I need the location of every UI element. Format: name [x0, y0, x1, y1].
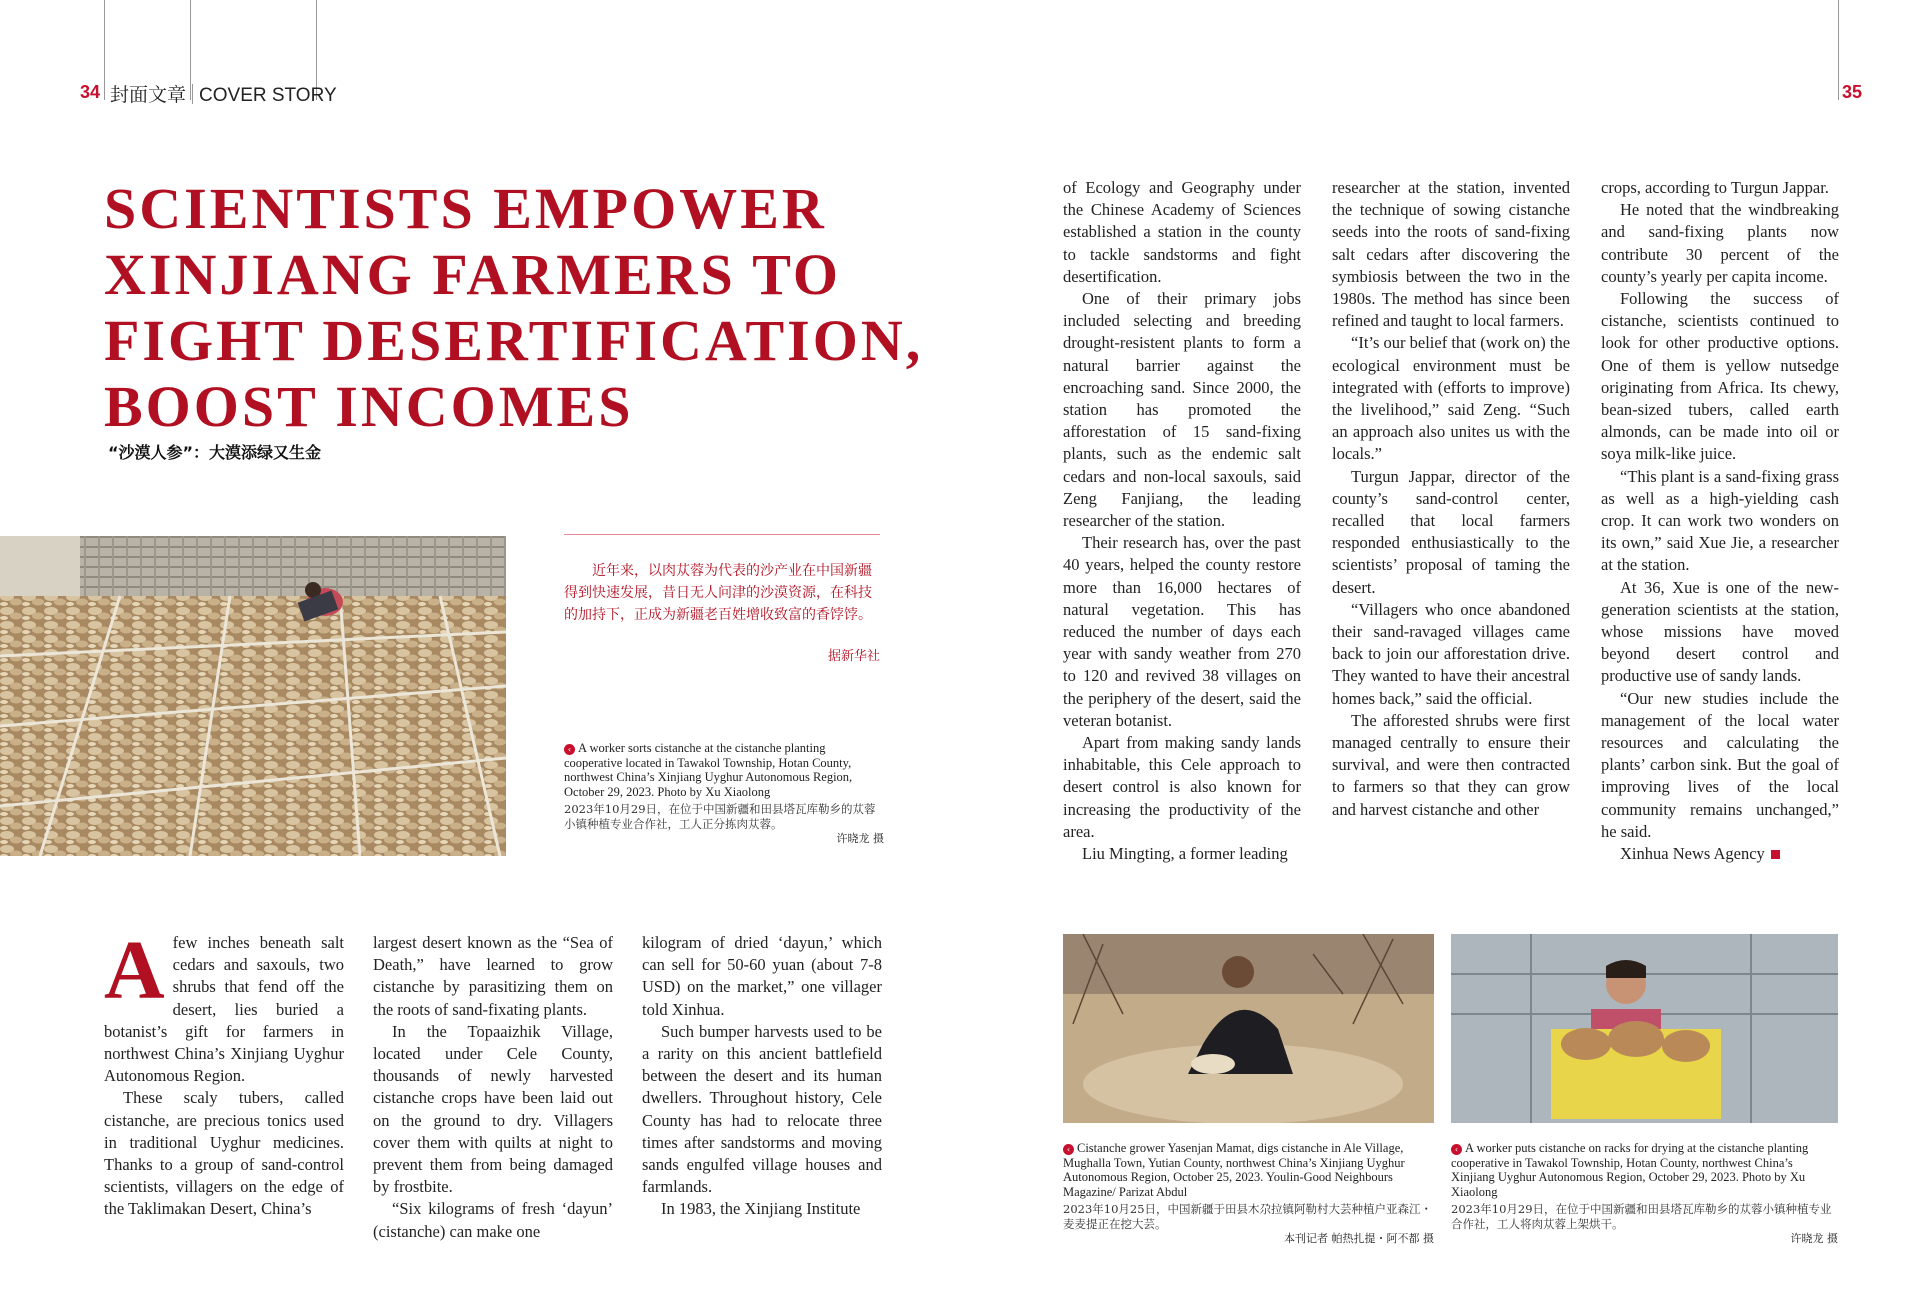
grower-digging-illustration	[1063, 934, 1434, 1123]
caption-arrow-icon: ‹	[1063, 1144, 1074, 1155]
paragraph: crops, according to Turgun Jappar.	[1601, 178, 1829, 197]
chinese-lead-source: 据新华社	[827, 649, 880, 664]
paragraph: “Villagers who once abandoned their sand-ravaged villages came back to join our afforestation drive. They wanted to have their ancestral homes back,” said the official.	[1332, 599, 1570, 708]
cistanche-sorting-photo	[0, 536, 506, 856]
left-page-number: 34	[80, 82, 101, 102]
caption-arrow-icon: ‹	[564, 744, 575, 755]
section-label	[110, 80, 337, 107]
right-margin-rule	[1838, 0, 1839, 100]
paragraph: “Our new studies include the management of the local water resources and calculating the plants’ carbon sink. But the goal of improving lives of the local community remains unchanged,” he said.	[1601, 688, 1839, 841]
grower-digging-photo	[1063, 934, 1434, 1123]
paragraph: Such bumper harvests used to be a rarity on this ancient battlefield between the desert and its human dwellers. Throughout history, Cele County has had to relocate three times after sandstorms and moving sands engulfed village houses and farmlands.	[642, 1021, 882, 1197]
headline-line-3: FIGHT DESERTIFICATION,	[104, 308, 924, 373]
photo2-caption-cn: 2023年10月25日，中国新疆于田县木尕拉镇阿勒村大芸种植户亚森江・麦麦提正在挖大芸。	[1063, 1202, 1433, 1231]
paragraph: researcher at the station, invented the technique of sowing cistanche seeds into the roots of sand-fixing salt cedars after discovering the symbiosis between the two in the 1980s. The method has since been refined and taught to local farmers.	[1332, 178, 1570, 331]
section-separator	[192, 84, 193, 104]
chinese-lead: 近年来，以肉苁蓉为代表的沙产业在中国新疆得到快速发展，昔日无人问津的沙漠资源，在科技的加持下，正成为新疆老百姓增收致富的香饽饽。	[564, 563, 872, 623]
paragraph: Apart from making sandy lands inhabitable, this Cele approach to desert control is also known for increasing the productivity of the area.	[1063, 733, 1301, 841]
drop-cap: A	[104, 924, 165, 1017]
photo1-credit: 许晓龙 摄	[836, 832, 884, 845]
paragraph: In the Topaaizhik Village, located under Cele County, thousands of newly harvested cistanche crops have been laid out on the ground to dry. Villagers cover them with quilts at night to prevent them from being damaged by frostbite.	[373, 1021, 613, 1197]
photo2-credit: 本刊记者 帕热扎提・阿不都 摄	[1284, 1232, 1434, 1245]
paragraph: “It’s our belief that (work on) the ecological environment must be integrated with (efforts to improve) the livelihood,” said Zeng. “Such an approach also unites us with the locals.”	[1332, 333, 1571, 464]
section-label-cn: 封面文章	[110, 84, 187, 106]
paragraph: One of their primary jobs included selecting and breeding drought-resistent plants to form a natural barrier against the encroaching sand. Since 2000, the station has promoted the afforestation of 15 sand-fixing plants, such as the endemic salt cedars and non-local saxouls, said Zeng Fanjiang, the leading researcher of the station.	[1063, 289, 1301, 531]
drying-racks-photo	[1451, 934, 1838, 1123]
photo3-caption-en: A worker puts cistanche on racks for drying at the cistanche planting cooperative in Tawakol Township, Hotan County, northwest China’s Xinjiang Uyghur Autonomous Region, October 29, 2023. Photo by Xu Xiaolong	[1451, 1141, 1809, 1199]
signoff-paragraph	[1601, 843, 1839, 865]
paragraph: Their research has, over the past 40 years, helped the county restore more than 16,000 hectares of natural vegetation. This has reduced the number of days each year with sandy weather from 270 to 120 and revived 38 villages on the periphery of the desert, said the veteran botanist.	[1063, 533, 1301, 730]
photo3-credit: 许晓龙 摄	[1790, 1232, 1838, 1245]
paragraph: few inches beneath salt cedars and saxouls, two shrubs that fend off the desert, lies buried a botanist’s gift for farmers in northwest China’s Xinjiang Uyghur Autonomous Region.	[104, 933, 344, 1086]
body-column-1	[104, 924, 344, 1221]
section-label-en: COVER STORY	[199, 85, 337, 106]
paragraph: He noted that the windbreaking and sand-fixing plants now contribute 30 percent of the county’s yearly per capita income.	[1601, 200, 1839, 286]
photo1-caption-cn: 2023年10月29日，在位于中国新疆和田县塔瓦库勒乡的苁蓉小镇种植专业合作社，工人正分拣肉苁蓉。	[564, 802, 876, 831]
paragraph: of Ecology and Geography under the Chinese Academy of Sciences established a station in the county to tackle sandstorms and fight desertification.	[1063, 178, 1301, 286]
paragraph: largest desert known as the “Sea of Death,” have learned to grow cistanche by parasitizing them on the roots of sand-fixating plants.	[373, 933, 613, 1019]
photo3-caption-cn: 2023年10月29日，在位于中国新疆和田县塔瓦库勒乡的苁蓉小镇种植专业合作社，工人将肉苁蓉上架烘干。	[1451, 1202, 1832, 1231]
headline-line-2: XINJIANG FARMERS TO	[104, 242, 841, 307]
paragraph: These scaly tubers, called cistanche, are precious tonics used in traditional Uyghur medicines. Thanks to a group of sand-control scientists, villagers on the edge of the Taklimakan Desert, China’s	[104, 1088, 344, 1219]
paragraph: kilogram of dried ‘dayun,’ which can sell for 50-60 yuan (about 7-8 USD) on the market,” one villager told Xinhua.	[642, 933, 882, 1019]
paragraph: In 1983, the Xinjiang Institute	[661, 1199, 861, 1219]
paragraph: Turgun Jappar, director of the county’s sand-control center, recalled that local farmers responded enthusiastically to the scientists’ proposal of taming the desert.	[1332, 466, 1570, 597]
photo2-caption	[1063, 1141, 1434, 1247]
chinese-subhead: “沙漠人参”：大漠添绿又生金	[108, 443, 322, 462]
paragraph: At 36, Xue is one of the new-generation scientists at the station, whose missions have moved beyond desert control and productive use of sandy lands.	[1601, 577, 1839, 686]
paragraph: The afforested shrubs were first managed centrally to ensure their survival, and were then contracted to farmers so that they can grow and harvest cistanche and other	[1332, 710, 1570, 819]
photo3-caption	[1451, 1141, 1838, 1247]
body-column-3	[642, 932, 882, 1221]
drying-racks-illustration	[1451, 934, 1838, 1123]
signoff: Xinhua News Agency	[1620, 844, 1765, 864]
right-page-number: 35	[1842, 82, 1863, 102]
left-margin-rule	[104, 0, 105, 100]
paragraph: “This plant is a sand-fixing grass as well as a high-yielding cash crop. It can work two wonders on its own,” said Xue Jie, a researcher at the station.	[1601, 466, 1839, 575]
paragraph: Following the success of cistanche, scientists continued to look for other productive options. One of them is yellow nutsedge originating from Africa. Its chewy, bean-sized tubers, called earth almonds, can be made into oil or soya milk-like juice.	[1601, 289, 1839, 464]
body-column-5	[1332, 177, 1570, 821]
paragraph: “Six kilograms of fresh ‘dayun’ (cistanche) can make one	[373, 1199, 613, 1241]
photo1-caption	[564, 741, 884, 847]
caption-arrow-icon: ‹	[1451, 1144, 1462, 1155]
photo1-caption-en: A worker sorts cistanche at the cistanche planting cooperative located in Tawakol Township, Hotan County, northwest China’s Xinjiang Uyghur Autonomous Region, October 29, 2023. Photo by Xu Xiaolong	[564, 741, 853, 799]
cistanche-sorting-illustration	[0, 536, 506, 856]
body-column-4	[1063, 177, 1301, 865]
body-column-6	[1601, 177, 1839, 865]
article-headline	[104, 176, 924, 440]
end-mark-icon	[1771, 850, 1780, 859]
lead-top-rule	[564, 534, 880, 535]
photo2-caption-en: Cistanche grower Yasenjan Mamat, digs cistanche in Ale Village, Mughalla Town, Yutian County, northwest China’s Xinjiang Uyghur Autonomous Region, October 25, 2023. Youlin-Good Neighbours Magazine/ Parizat Abdul	[1063, 1141, 1405, 1199]
body-column-2	[373, 932, 613, 1243]
headline-line-4: BOOST INCOMES	[104, 374, 634, 439]
headline-line-1: SCIENTISTS EMPOWER	[104, 176, 827, 241]
paragraph: Liu Mingting, a former leading	[1082, 844, 1288, 864]
